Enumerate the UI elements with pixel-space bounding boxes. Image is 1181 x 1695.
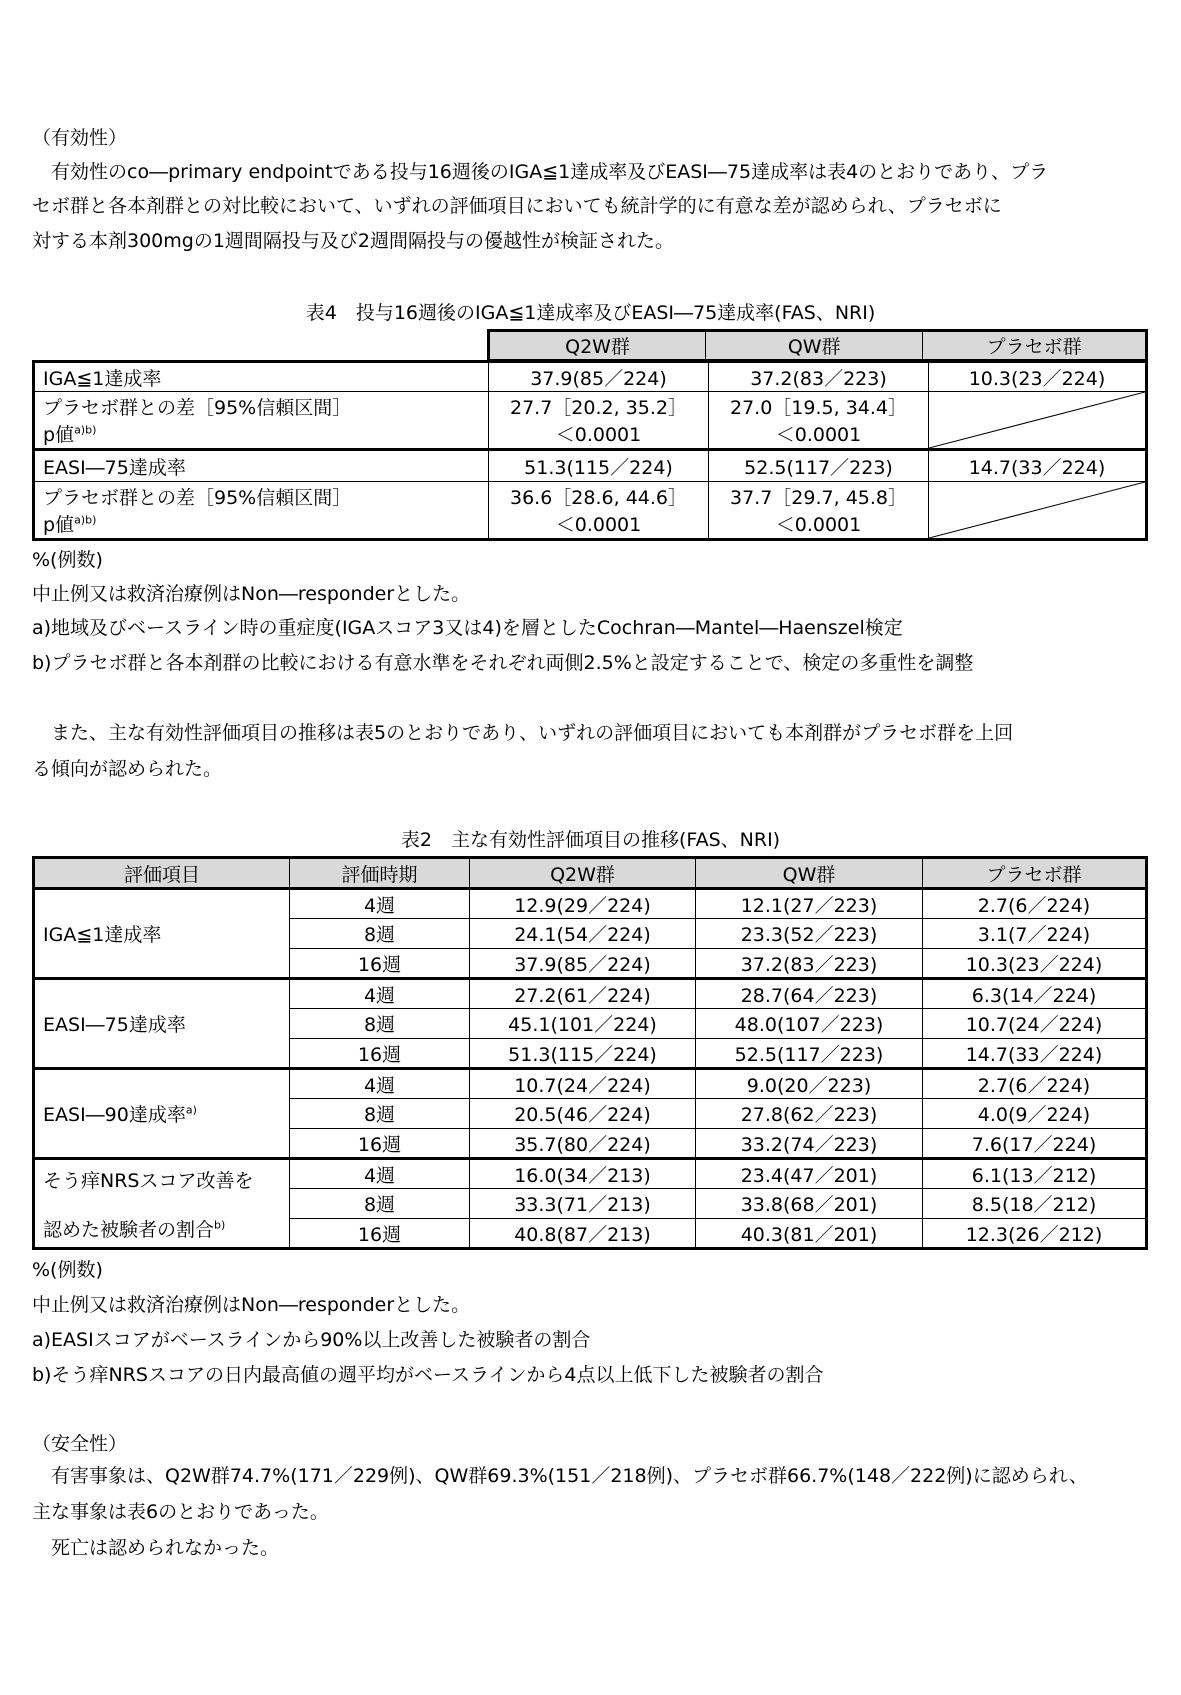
table2-cell: 10.7(24／224) bbox=[923, 1009, 1147, 1039]
table4-note: b)プラセボ群と各本剤群の比較における有意水準をそれぞれ両側2.5%と設定することで、検定の多重性を調整 bbox=[32, 652, 974, 674]
table2-cell: 48.0(107／223) bbox=[696, 1009, 923, 1039]
group-label-text: EASI―75達成率 bbox=[43, 1014, 186, 1036]
table4-diff-label bbox=[34, 392, 489, 450]
table4-rate-label: EASI―75達成率 bbox=[34, 450, 489, 482]
table2-note: a)EASIスコアがベースラインから90%以上改善した被験者の割合 bbox=[32, 1329, 591, 1351]
table2-cell: 7.6(17／224) bbox=[923, 1129, 1147, 1159]
table2-timepoint: 4週 bbox=[290, 979, 470, 1009]
table2-group-label bbox=[34, 979, 290, 1069]
table2-cell: 12.9(29／224) bbox=[470, 889, 696, 919]
table2-cell: 10.3(23／224) bbox=[923, 949, 1147, 979]
table2-cell: 23.4(47／201) bbox=[696, 1159, 923, 1189]
table2-cell: 14.7(33／224) bbox=[923, 1039, 1147, 1069]
diff-value: 36.6［28.6, 44.6］ bbox=[510, 487, 687, 509]
efficacy-paragraph-line: 対する本剤300mgの1週間隔投与及び2週間隔投与の優越性が検証された。 bbox=[32, 230, 675, 252]
table2-timepoint: 16週 bbox=[290, 949, 470, 979]
table2-cell: 8.5(18／212) bbox=[923, 1189, 1147, 1219]
table4-cell: 10.3(23／224) bbox=[929, 362, 1147, 392]
p-value: ＜0.0001 bbox=[555, 424, 642, 446]
table4-diagonal-cell bbox=[929, 482, 1147, 540]
table-row bbox=[34, 1069, 1147, 1099]
table4-cell bbox=[489, 482, 709, 540]
table4 bbox=[487, 329, 1148, 362]
transition-paragraph-line: る傾向が認められた。 bbox=[32, 758, 223, 780]
table2-timepoint: 8週 bbox=[290, 1099, 470, 1129]
table2-timepoint: 8週 bbox=[290, 1189, 470, 1219]
table2-header: 評価時期 bbox=[290, 858, 470, 889]
table2-cell: 23.3(52／223) bbox=[696, 919, 923, 949]
p-label-text: p値 bbox=[43, 514, 75, 536]
table2-header: 評価項目 bbox=[34, 858, 290, 889]
table2-group-label bbox=[34, 889, 290, 979]
table2-note: %(例数) bbox=[32, 1259, 103, 1281]
safety-heading: （安全性） bbox=[32, 1433, 128, 1455]
table2-cell: 40.3(81／201) bbox=[696, 1219, 923, 1249]
table2-header: Q2W群 bbox=[470, 858, 696, 889]
table2-cell: 28.7(64／223) bbox=[696, 979, 923, 1009]
table2-cell: 40.8(87／213) bbox=[470, 1219, 696, 1249]
table2-caption: 表2 主な有効性評価項目の推移(FAS、NRI) bbox=[400, 829, 781, 851]
table2-timepoint: 4週 bbox=[290, 1159, 470, 1189]
group-label-text: IGA≦1達成率 bbox=[43, 924, 162, 946]
table2-cell: 4.0(9／224) bbox=[923, 1099, 1147, 1129]
group-label-text: EASI―90達成率 bbox=[43, 1104, 186, 1126]
table2-timepoint: 8週 bbox=[290, 919, 470, 949]
table2-cell: 51.3(115／224) bbox=[470, 1039, 696, 1069]
table2-cell: 33.2(74／223) bbox=[696, 1129, 923, 1159]
p-label-sup: a)b) bbox=[74, 513, 97, 527]
table2-cell: 10.7(24／224) bbox=[470, 1069, 696, 1099]
p-value: ＜0.0001 bbox=[775, 424, 862, 446]
efficacy-heading: （有効性） bbox=[32, 127, 128, 149]
p-label bbox=[43, 420, 480, 447]
table4-header-placebo: プラセボ群 bbox=[923, 331, 1147, 361]
table4-cell bbox=[709, 482, 929, 540]
p-value: ＜0.0001 bbox=[555, 514, 642, 536]
table2 bbox=[32, 856, 1148, 1250]
safety-paragraph-line: 有害事象は、Q2W群74.7%(171／229例)、QW群69.3%(151／218例)、プラセボ群66.7%(148／222例)に認められ、 bbox=[32, 1465, 1088, 1487]
table2-cell: 6.3(14／224) bbox=[923, 979, 1147, 1009]
group-label-sup: b) bbox=[214, 1218, 226, 1232]
safety-paragraph-line: 死亡は認められなかった。 bbox=[32, 1537, 280, 1559]
table2-timepoint: 8週 bbox=[290, 1009, 470, 1039]
efficacy-paragraph-line: 有効性のco―primary endpointである投与16週後のIGA≦1達成率及びEASI―75達成率は表4のとおりであり、プラ bbox=[32, 161, 1049, 183]
table2-group-label bbox=[34, 1159, 290, 1249]
table2-cell: 3.1(7／224) bbox=[923, 919, 1147, 949]
group-label-text: そう痒NRSスコア改善を bbox=[43, 1169, 254, 1192]
table-row bbox=[34, 979, 1147, 1009]
table4-cell: 14.7(33／224) bbox=[929, 450, 1147, 482]
table2-cell: 27.8(62／223) bbox=[696, 1099, 923, 1129]
p-label-text: p値 bbox=[43, 424, 75, 446]
table4-body bbox=[32, 360, 1148, 541]
transition-paragraph-line: また、主な有効性評価項目の推移は表5のとおりであり、いずれの評価項目においても本剤群がプラセボ群を上回 bbox=[32, 722, 1014, 744]
table-row bbox=[34, 889, 1147, 919]
diff-label: プラセボ群との差［95%信頼区間］ bbox=[43, 487, 352, 509]
table4-note: 中止例又は救済治療例はNon―responderとした。 bbox=[32, 583, 471, 605]
table2-timepoint: 16週 bbox=[290, 1129, 470, 1159]
table2-cell: 45.1(101／224) bbox=[470, 1009, 696, 1039]
table2-timepoint: 4週 bbox=[290, 889, 470, 919]
p-label bbox=[43, 510, 480, 537]
table2-cell: 6.1(13／212) bbox=[923, 1159, 1147, 1189]
table2-cell: 2.7(6／224) bbox=[923, 889, 1147, 919]
table2-cell: 33.3(71／213) bbox=[470, 1189, 696, 1219]
table2-cell: 35.7(80／224) bbox=[470, 1129, 696, 1159]
table4-cell: 37.2(83／223) bbox=[709, 362, 929, 392]
safety-paragraph-line: 主な事象は表6のとおりであった。 bbox=[32, 1501, 329, 1523]
table4-note: a)地域及びベースライン時の重症度(IGAスコア3又は4)を層としたCochran―Mantel―Haenszel検定 bbox=[32, 617, 903, 639]
table2-timepoint: 16週 bbox=[290, 1039, 470, 1069]
table2-group-label bbox=[34, 1069, 290, 1159]
table2-note: b)そう痒NRSスコアの日内最高値の週平均がベースラインから4点以上低下した被験者の割合 bbox=[32, 1364, 824, 1386]
table-row bbox=[34, 1159, 1147, 1189]
table4-cell bbox=[709, 392, 929, 450]
diff-value: 27.7［20.2, 35.2］ bbox=[510, 397, 687, 419]
table2-cell: 37.9(85／224) bbox=[470, 949, 696, 979]
diff-label: プラセボ群との差［95%信頼区間］ bbox=[43, 397, 352, 419]
table2-header: QW群 bbox=[696, 858, 923, 889]
table2-cell: 16.0(34／213) bbox=[470, 1159, 696, 1189]
table2-cell: 12.1(27／223) bbox=[696, 889, 923, 919]
table4-note: %(例数) bbox=[32, 549, 103, 571]
table4-rate-label: IGA≦1達成率 bbox=[34, 362, 489, 392]
table4-cell: 51.3(115／224) bbox=[489, 450, 709, 482]
group-label-sup: a) bbox=[185, 1103, 197, 1117]
table2-cell: 24.1(54／224) bbox=[470, 919, 696, 949]
table4-header-q2w: Q2W群 bbox=[489, 331, 706, 361]
p-value: ＜0.0001 bbox=[775, 514, 862, 536]
table2-cell: 9.0(20／223) bbox=[696, 1069, 923, 1099]
table4-header-qw: QW群 bbox=[706, 331, 923, 361]
table4-cell bbox=[489, 392, 709, 450]
table2-cell: 12.3(26／212) bbox=[923, 1219, 1147, 1249]
table2-timepoint: 4週 bbox=[290, 1069, 470, 1099]
table2-cell: 52.5(117／223) bbox=[696, 1039, 923, 1069]
table4-caption: 表4 投与16週後のIGA≦1達成率及びEASI―75達成率(FAS、NRI) bbox=[305, 302, 876, 324]
table4-diff-label bbox=[34, 482, 489, 540]
table4-cell: 52.5(117／223) bbox=[709, 450, 929, 482]
table2-cell: 20.5(46／224) bbox=[470, 1099, 696, 1129]
table2-cell: 2.7(6／224) bbox=[923, 1069, 1147, 1099]
diff-value: 37.7［29.7, 45.8］ bbox=[730, 487, 907, 509]
table4-diagonal-cell bbox=[929, 392, 1147, 450]
efficacy-paragraph-line: セボ群と各本剤群との対比較において、いずれの評価項目においても統計学的に有意な差が認められ、プラセボに bbox=[32, 195, 1002, 217]
table2-cell: 33.8(68／201) bbox=[696, 1189, 923, 1219]
diff-value: 27.0［19.5, 34.4］ bbox=[730, 397, 907, 419]
table2-header: プラセボ群 bbox=[923, 858, 1147, 889]
table2-cell: 27.2(61／224) bbox=[470, 979, 696, 1009]
p-label-sup: a)b) bbox=[74, 423, 97, 437]
table4-cell: 37.9(85／224) bbox=[489, 362, 709, 392]
table2-note: 中止例又は救済治療例はNon―responderとした。 bbox=[32, 1294, 471, 1316]
table2-timepoint: 16週 bbox=[290, 1219, 470, 1249]
group-label-text: 認めた被験者の割合 bbox=[43, 1218, 215, 1241]
table2-cell: 37.2(83／223) bbox=[696, 949, 923, 979]
